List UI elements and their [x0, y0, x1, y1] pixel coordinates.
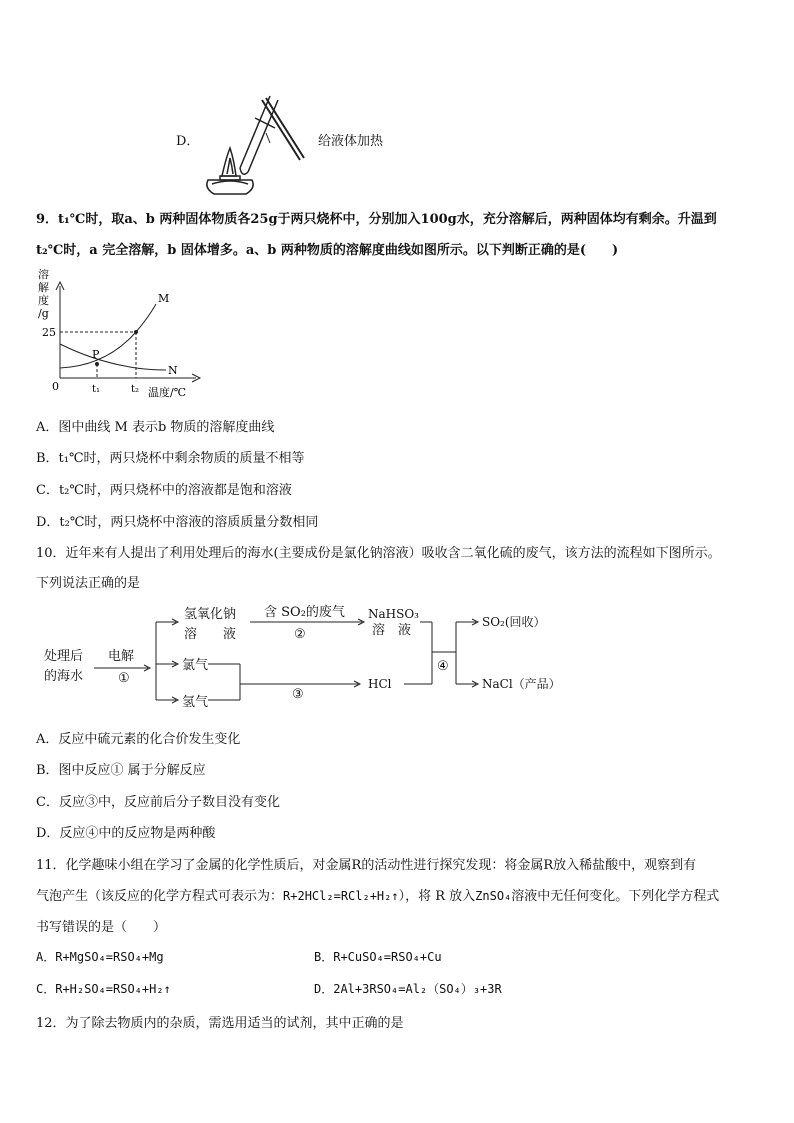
graph-t2: t₂: [131, 384, 140, 395]
q11-stem-line2: [36, 885, 719, 904]
q9-option-c: C．t₂℃时，两只烧杯中的溶液都是饱和溶液: [36, 483, 292, 498]
q11-option-c: C．R+H₂SO₄=RSO₄+H₂↑: [36, 982, 171, 996]
q11-stem-line2-b: ），将 R 放入: [398, 889, 476, 904]
flow-step-1: ①: [118, 671, 130, 686]
q9-stem-line1: 9．t₁℃时，取a、b 两种固体物质各25g于两只烧杯中，分别加入100g水，充分溶解后，两种固体均有剩余。升温到: [36, 212, 717, 227]
process-flow-diagram: [36, 598, 596, 720]
q11-stem-line2-c: 溶液中无任何变化。下列化学方程式: [511, 889, 720, 904]
q12-stem: 12．为了除去物质内的杂质，需选用适当的试剂，其中正确的是: [36, 1016, 404, 1031]
flow-step-3: ③: [292, 687, 304, 702]
q10-option-b: B．图中反应① 属于分解反应: [36, 763, 206, 778]
q11-stem-salt: ZnSO₄: [475, 889, 512, 903]
q9-option-b: B．t₁℃时，两只烧杯中剩余物质的质量不相等: [36, 451, 305, 466]
heating-apparatus-illustration: [200, 88, 310, 198]
q11-option-a: A．R+MgSO₄=RSO₄+Mg: [36, 950, 164, 964]
graph-ylabel-2: 解: [38, 281, 49, 294]
flow-naoh-2: 溶 液: [184, 627, 237, 642]
q11-stem-line3: 书写错误的是（ ）: [36, 920, 167, 935]
graph-t1: t₁: [92, 384, 101, 395]
q10-option-a: A．反应中硫元素的化合价发生变化: [36, 732, 241, 747]
solubility-graph: [36, 266, 206, 402]
graph-ylabel-3: 度: [38, 294, 49, 307]
flow-nacl-out: NaCl（产品）: [482, 677, 561, 691]
q10-stem-line1: 10．近年来有人提出了利用处理后的海水(主要成份是氯化钠溶液）吸收含二氧化硫的废气，该方法的流程如下图所示。: [36, 546, 721, 561]
q9-stem-line2: t₂℃时，a 完全溶解，b 固体增多。a、b 两种物质的溶解度曲线如图所示。以下判断正确的是( ): [36, 243, 619, 258]
flow-naoh-1: 氢氧化钠: [184, 607, 237, 622]
q11-stem-equation: R+2HCl₂=RCl₂+H₂↑: [283, 889, 399, 903]
flow-hydrogen: 氢气: [182, 695, 209, 710]
q8-option-text: 给液体加热: [318, 134, 384, 149]
graph-origin: 0: [52, 380, 59, 393]
q10-option-c: C．反应③中，反应前后分子数目没有变化: [36, 795, 280, 810]
flow-nahso3-2: 溶 液: [372, 623, 412, 638]
q9-option-a: A．图中曲线 M 表示b 物质的溶解度曲线: [36, 420, 275, 435]
flow-hcl: HCl: [368, 677, 392, 691]
flow-waste-gas: 含 SO₂的废气: [264, 605, 345, 620]
flow-electrolysis: 电解: [108, 649, 135, 664]
flow-chlorine: 氯气: [182, 658, 209, 673]
graph-curve-m: M: [158, 292, 170, 305]
graph-point-p: P: [92, 348, 100, 361]
q11-stem-line1: 11．化学趣味小组在学习了金属的化学性质后，对金属R的活动性进行探究发现：将金属R放入稀盐酸中，观察到有: [36, 858, 697, 873]
q10-stem-line2: 下列说法正确的是: [36, 576, 141, 591]
q11-option-d: D．2Al+3RSO₄=Al₂（SO₄）₃+3R: [314, 982, 502, 996]
flow-nahso3-1: NaHSO₃: [368, 607, 419, 621]
graph-curve-n: N: [168, 364, 178, 377]
q9-option-d: D．t₂℃时，两只烧杯中溶液的溶质质量分数相同: [36, 515, 319, 530]
graph-ylabel-1: 溶: [38, 268, 49, 281]
flow-seawater-1: 处理后: [44, 649, 84, 664]
q10-option-d: D．反应④中的反应物是两种酸: [36, 826, 216, 841]
q8-option-letter: D．: [176, 134, 200, 149]
q11-stem-line2-a: 气泡产生（该反应的化学方程式可表示为：: [36, 889, 284, 904]
flow-step-4: ④: [437, 659, 449, 674]
flow-so2-out: SO₂(回收）: [482, 615, 546, 629]
graph-xlabel: 温度/℃: [148, 386, 187, 399]
graph-y-tick: 25: [42, 326, 56, 339]
graph-ylabel-4: /g: [38, 307, 49, 320]
flow-seawater-2: 的海水: [44, 669, 84, 684]
q11-option-b: B．R+CuSO₄=RSO₄+Cu: [314, 950, 442, 964]
flow-step-2: ②: [294, 627, 306, 642]
